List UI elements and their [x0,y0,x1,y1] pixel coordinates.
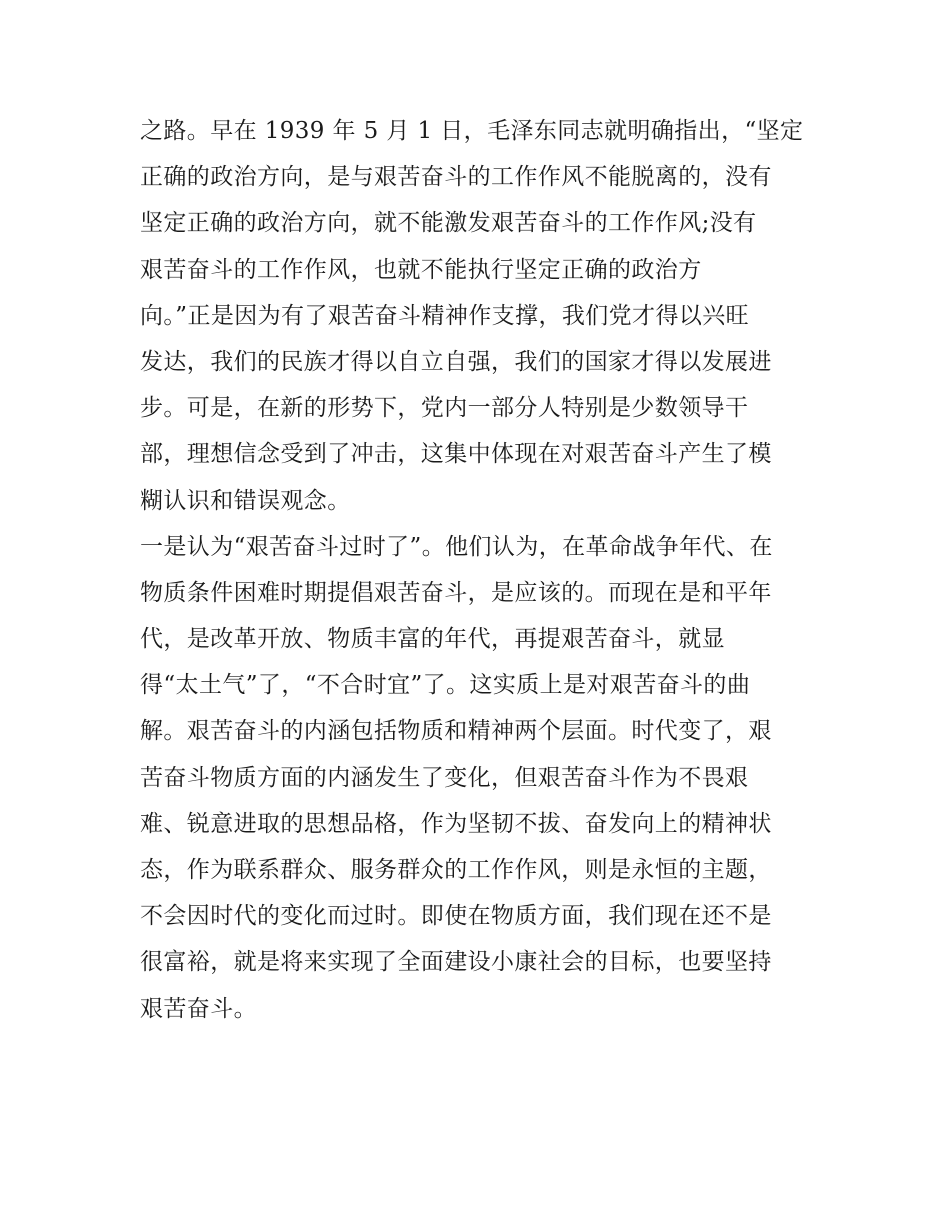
text-line: 解。艰苦奋斗的内涵包括物质和精神两个层面。时代变了，艰 [140,718,772,745]
paragraph-1 [140,108,820,524]
text-line: 之路。早在 1939 年 5 月 1 日，毛泽东同志就明确指出，“坚定 [140,118,804,144]
text-line: 正确的政治方向，是与艰苦奋斗的工作作风不能脱离的，没有 [140,164,772,191]
text-line: 一是认为“艰苦奋斗过时了”。他们认为，在革命战争年代、在 [140,533,773,560]
text-line: 糊认识和错误观念。 [140,487,351,514]
text-line: 发达，我们的民族才得以自立自强，我们的国家才得以发展进 [140,348,772,375]
text-line: 难、锐意进取的思想品格，作为坚韧不拔、奋发向上的精神状 [140,810,772,837]
text-line: 物质条件困难时期提倡艰苦奋斗，是应该的。而现在是和平年 [140,579,772,606]
text-line: 不会因时代的变化而过时。即使在物质方面，我们现在还不是 [140,903,772,930]
text-line: 很富裕，就是将来实现了全面建设小康社会的目标，也要坚持 [140,949,772,976]
text-line: 苦奋斗物质方面的内涵发生了变化，但艰苦奋斗作为不畏艰 [140,764,749,791]
text-line: 坚定正确的政治方向，就不能激发艰苦奋斗的工作作风;没有 [140,210,757,237]
text-line: 步。可是，在新的形势下，党内一部分人特别是少数领导干 [140,395,749,422]
text-line: 艰苦奋斗的工作作风，也就不能执行坚定正确的政治方 [140,256,702,283]
text-line: 部，理想信念受到了冲击，这集中体现在对艰苦奋斗产生了模 [140,441,772,468]
text-line: 态，作为联系群众、服务群众的工作作风，则是永恒的主题， [140,857,772,883]
text-line: 艰苦奋斗。 [140,995,257,1022]
text-line: 向。”正是因为有了艰苦奋斗精神作支撑，我们党才得以兴旺 [140,302,750,329]
text-line: 得“太土气”了，“不合时宜”了。这实质上是对艰苦奋斗的曲 [140,672,751,699]
body-text [140,108,820,1032]
paragraph-2 [140,524,820,1032]
text-line: 代，是改革开放、物质丰富的年代，再提艰苦奋斗，就显 [140,626,725,653]
